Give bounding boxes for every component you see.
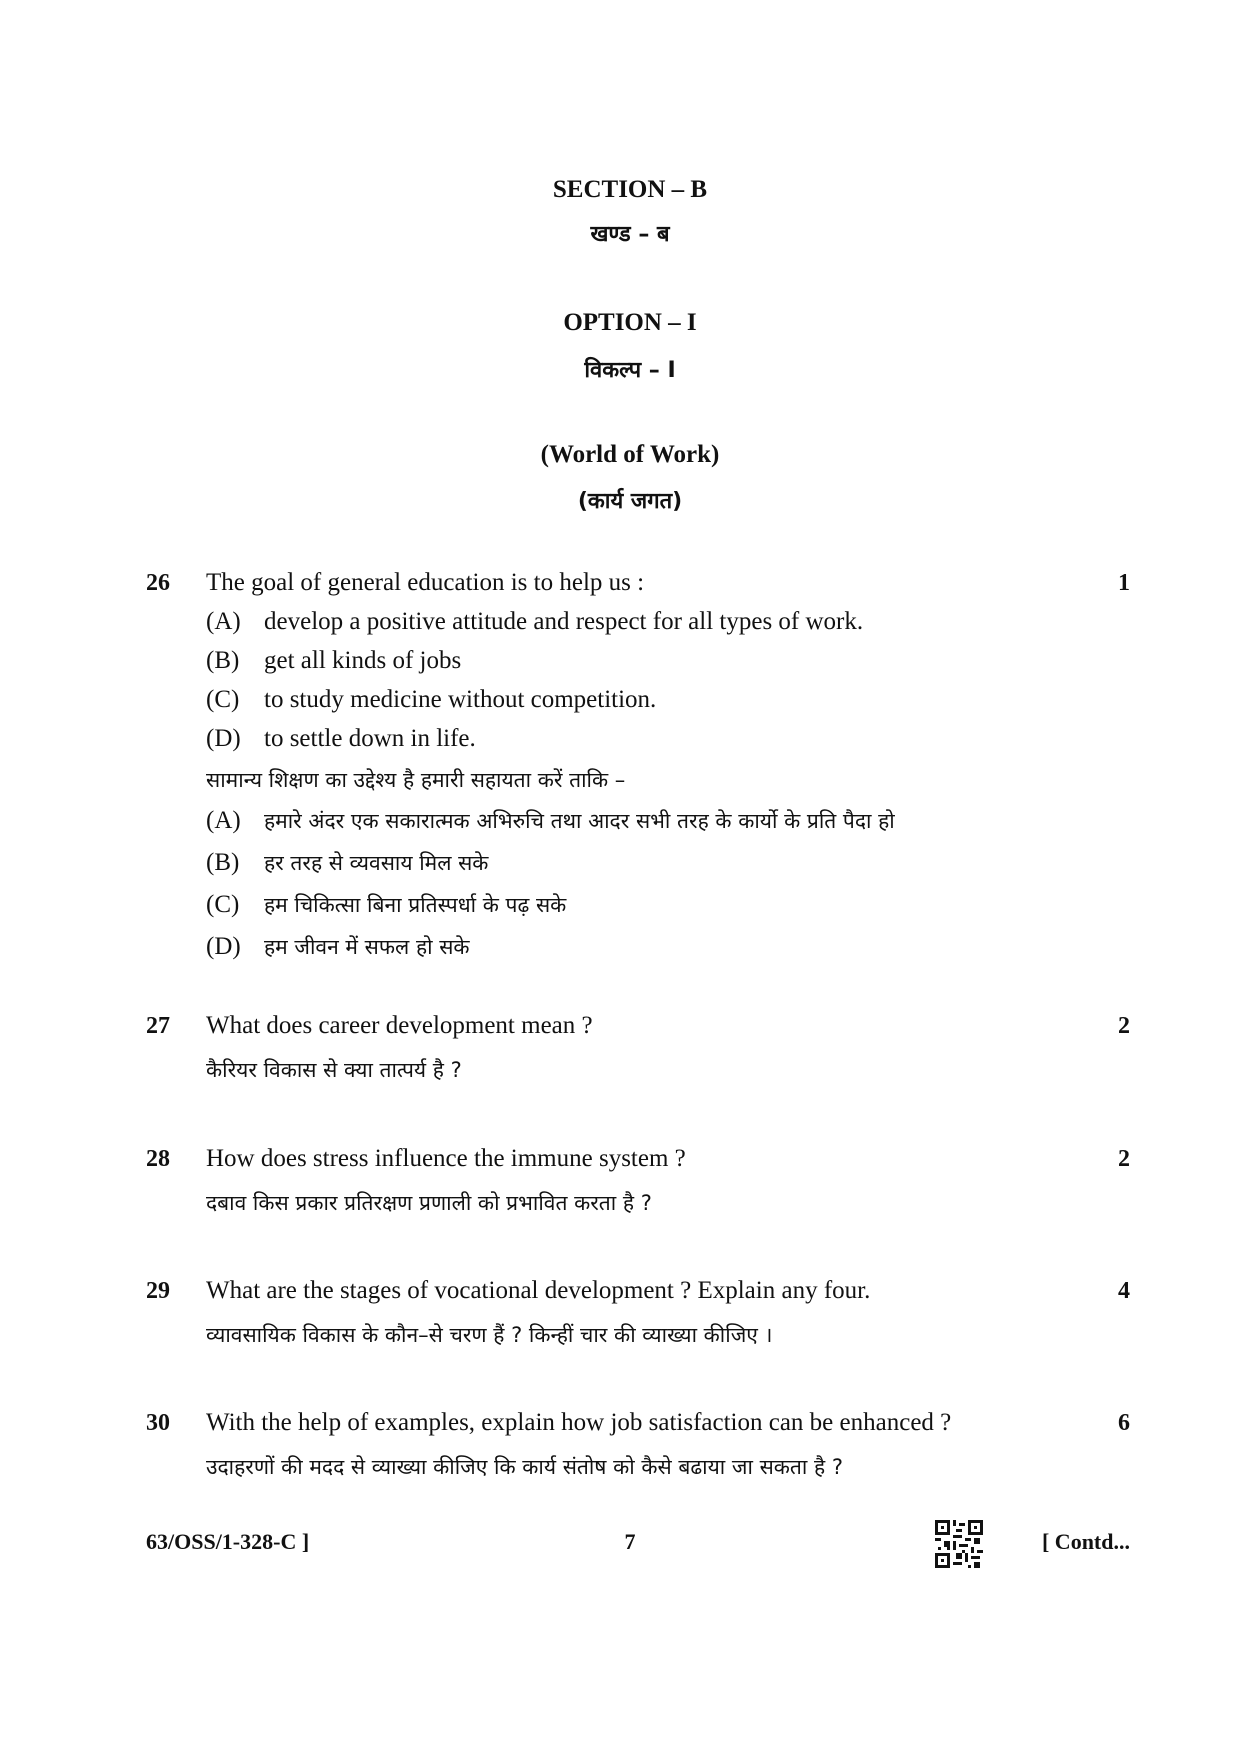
question-text-en: How does stress influence the immune system ?: [206, 1145, 686, 1172]
question-number: 26: [146, 570, 170, 596]
option-text: get all kinds of jobs: [264, 647, 462, 674]
option-label: (C): [206, 686, 240, 713]
option-text: हर तरह से व्यवसाय मिल सके: [264, 851, 489, 875]
question-text-hi: दबाव किस प्रकार प्रतिरक्षण प्रणाली को प्रभावित करता है ?: [206, 1191, 652, 1215]
question-text-hi: कैरियर विकास से क्या तात्पर्य है ?: [206, 1058, 462, 1082]
option-en-a: [206, 607, 863, 637]
option-text: to settle down in life.: [264, 725, 476, 752]
option-label: (B): [206, 849, 240, 876]
page-number: 7: [624, 1529, 636, 1554]
option-en-b: [206, 646, 461, 676]
question-text-hi: उदाहरणों की मदद से व्याख्या कीजिए कि कार्य संतोष को कैसे बढाया जा सकता है ?: [206, 1455, 843, 1479]
option-label: (B): [206, 647, 240, 674]
paper-code: 63/OSS/1-328-C ]: [146, 1529, 310, 1554]
question-text-hi: सामान्य शिक्षण का उद्देश्य है हमारी सहायता करें ताकि –: [206, 768, 626, 792]
option-text: हम चिकित्सा बिना प्रतिस्पर्धा के पढ़ सके: [264, 893, 567, 917]
question-number: 27: [146, 1013, 170, 1039]
option-label: (D): [206, 725, 241, 752]
option-hi-c: [206, 890, 566, 920]
question-number: 28: [146, 1146, 170, 1172]
section-title-hi: खण्ड – ब: [590, 222, 670, 247]
question-marks: 4: [1118, 1278, 1130, 1304]
continued-label: [ Contd...: [1041, 1529, 1130, 1554]
option-hi-b: [206, 848, 488, 878]
question-text-en: What does career development mean ?: [206, 1012, 593, 1039]
option-en-d: [206, 724, 476, 754]
option-label: (A): [206, 807, 241, 834]
question-marks: 2: [1118, 1013, 1130, 1039]
topic-title-en: (World of Work): [540, 441, 720, 468]
question-text-en: With the help of examples, explain how job satisfaction can be enhanced ?: [206, 1409, 952, 1436]
option-title-hi: विकल्प – I: [584, 358, 676, 383]
question-marks: 6: [1118, 1410, 1130, 1436]
option-title-en: OPTION – I: [563, 309, 697, 336]
option-text: हमारे अंदर एक सकारात्मक अभिरुचि तथा आदर सभी तरह के कार्यो के प्रति पैदा हो: [264, 809, 895, 833]
option-text: develop a positive attitude and respect for all types of work.: [264, 608, 864, 635]
section-title-en: SECTION – B: [552, 176, 708, 203]
option-hi-a: [206, 806, 895, 836]
option-text: to study medicine without competition.: [264, 686, 657, 713]
qr-code-icon: [935, 1520, 983, 1568]
option-label: (D): [206, 933, 241, 960]
question-marks: 1: [1118, 570, 1130, 596]
question-marks: 2: [1118, 1146, 1130, 1172]
option-en-c: [206, 685, 656, 715]
option-text: हम जीवन में सफल हो सके: [264, 935, 470, 959]
option-label: (C): [206, 891, 240, 918]
question-number: 30: [146, 1410, 170, 1436]
question-text-en: The goal of general education is to help us :: [206, 569, 645, 596]
question-number: 29: [146, 1278, 170, 1304]
option-label: (A): [206, 608, 241, 635]
option-hi-d: [206, 932, 470, 962]
question-text-en: What are the stages of vocational development ? Explain any four.: [206, 1277, 871, 1304]
topic-title-hi: (कार्य जगत): [577, 489, 683, 514]
question-text-hi: व्यावसायिक विकास के कौन–से चरण हैं ? किन्हीं चार की व्याख्या कीजिए ।: [206, 1323, 773, 1347]
